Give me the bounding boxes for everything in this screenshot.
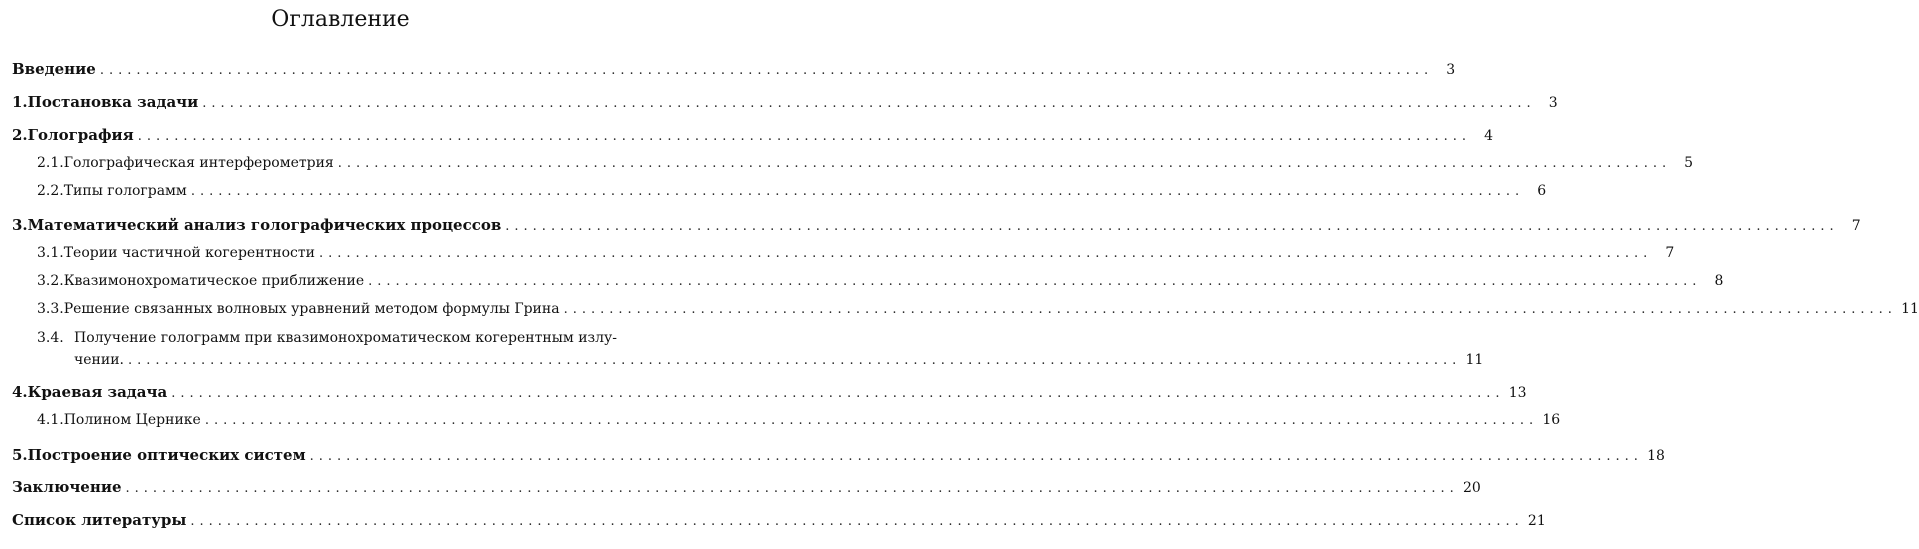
entry-label: Голография	[27, 126, 134, 144]
leader-dots: ..................................................................................................................................................	[190, 514, 1524, 529]
entry-label: Заключение	[12, 478, 122, 496]
entry-page-number: 4	[1484, 128, 1494, 144]
leader-dots: ..................................................................................................................................................	[309, 449, 1643, 464]
entry-label: Теории частичной когерентности	[63, 245, 315, 261]
toc-entry-conclusion[interactable]	[12, 478, 1481, 500]
entry-label: Введение	[12, 60, 96, 78]
toc-entry-section-2-1[interactable]	[37, 155, 1694, 177]
entry-label: Постановка задачи	[27, 93, 199, 111]
leader-dots: ..................................................................................................................................................	[318, 246, 1653, 261]
entry-number: 2.2.	[37, 183, 64, 199]
toc-entry-section-3-4[interactable]	[37, 330, 1484, 374]
entry-label: Голографическая интерферометрия	[63, 155, 334, 171]
toc-entry-chapter-1[interactable]	[12, 93, 1558, 115]
toc-entry-chapter-3[interactable]	[12, 216, 1861, 238]
toc-entry-chapter-2[interactable]	[12, 126, 1494, 148]
entry-page-number: 3	[1446, 62, 1456, 78]
leader-dots: ..................................................................................................................................................	[190, 184, 1525, 199]
leader-dots: ..................................................................................................................................................	[171, 386, 1505, 401]
entry-number: 3.4.	[37, 330, 64, 346]
leader-dots: ..................................................................................................................................................	[99, 63, 1434, 78]
leader-dots: ..................................................................................................................................................	[204, 413, 1539, 428]
toc-entry-section-3-2[interactable]	[37, 273, 1724, 295]
entry-page-number: 3	[1548, 95, 1558, 111]
leader-dots: ..................................................................................................................................................	[563, 302, 1897, 317]
entry-number: 2.	[12, 126, 28, 144]
entry-label: Типы голограмм	[63, 183, 187, 199]
leader-dots: ..................................................................................................................................................	[137, 129, 1472, 144]
toc-entry-chapter-4[interactable]	[12, 383, 1527, 405]
toc-entry-introduction[interactable]	[12, 60, 1456, 82]
entry-page-number: 8	[1714, 273, 1724, 289]
entry-number: 5.	[12, 446, 28, 464]
entry-number: 3.3.	[37, 301, 64, 317]
entry-number: 1.	[12, 93, 28, 111]
entry-page-number: 11	[1465, 352, 1484, 368]
entry-number: 4.	[12, 383, 28, 401]
toc-entry-bibliography[interactable]	[12, 511, 1546, 533]
leader-dots: ..................................................................................................................................................	[368, 274, 1702, 289]
entry-page-number: 5	[1684, 155, 1694, 171]
leader-dots: ..................................................................................................................................................	[505, 219, 1839, 234]
entry-page-number: 18	[1647, 448, 1665, 464]
entry-label: Математический анализ голографических процессов	[27, 216, 502, 234]
toc-entry-section-2-2[interactable]	[37, 183, 1547, 205]
entry-number: 2.1.	[37, 155, 64, 171]
leader-dots: ..................................................................................................................................................	[127, 353, 1462, 368]
toc-title: Оглавление	[271, 7, 410, 32]
entry-number: 3.	[12, 216, 28, 234]
entry-label: Краевая задача	[27, 383, 168, 401]
leader-dots: ..................................................................................................................................................	[125, 481, 1459, 496]
entry-label-line-2: чении.	[74, 352, 124, 368]
entry-page-number: 13	[1508, 385, 1527, 401]
entry-number: 3.2.	[37, 273, 64, 289]
toc-entry-section-3-1[interactable]	[37, 245, 1675, 267]
leader-dots: ..................................................................................................................................................	[202, 96, 1536, 111]
entry-page-number: 6	[1537, 183, 1547, 199]
entry-label: Список литературы	[12, 511, 187, 529]
entry-label-line-1: Получение голограмм при квазимонохроматическом когерентным излу-	[74, 330, 618, 346]
entry-label: Построение оптических систем	[27, 446, 306, 464]
toc-entry-section-4-1[interactable]	[37, 412, 1561, 434]
entry-label: Квазимонохроматическое приближение	[63, 273, 365, 289]
entry-page-number: 11	[1901, 301, 1919, 317]
entry-label: Решение связанных волновых уравнений методом формулы Грина	[63, 301, 560, 317]
entry-page-number: 7	[1665, 245, 1675, 261]
entry-page-number: 7	[1851, 218, 1861, 234]
leader-dots: ..................................................................................................................................................	[337, 156, 1672, 171]
toc-entry-chapter-5[interactable]	[12, 446, 1665, 468]
entry-page-number: 20	[1463, 480, 1481, 496]
entry-number: 3.1.	[37, 245, 64, 261]
entry-page-number: 16	[1542, 412, 1561, 428]
toc-entry-section-3-3[interactable]	[37, 301, 1919, 323]
entry-label: Полином Цернике	[63, 412, 201, 428]
entry-number: 4.1.	[37, 412, 64, 428]
entry-page-number: 21	[1527, 513, 1546, 529]
